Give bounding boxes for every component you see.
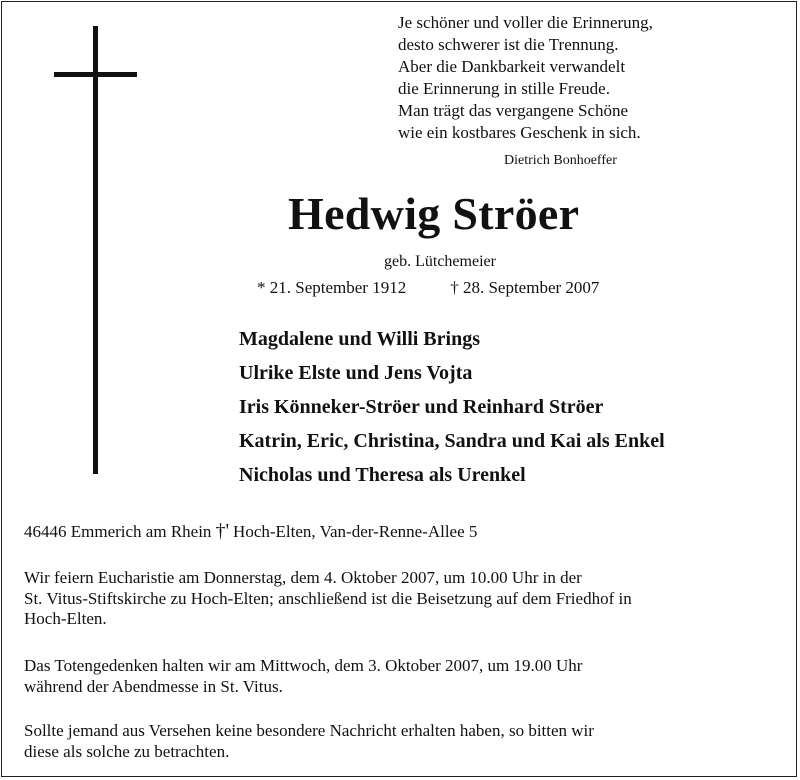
paragraph-line: diese als solche zu betrachten. [24,741,230,761]
cross-horizontal-bar [54,72,137,77]
address [24,520,477,543]
paragraph-line: Das Totengedenken halten wir am Mittwoch, dem 3. Oktober 2007, um 19.00 Uhr [24,656,583,675]
paragraph-line: während der Abendmesse in St. Vitus. [24,676,283,696]
poem-line: wie ein kostbares Geschenk in sich. [398,123,641,142]
family-member: Nicholas und Theresa als Urenkel [239,464,526,486]
poem-line: die Erinnerung in stille Freude. [398,79,610,98]
cross-vertical-bar [93,26,98,474]
poem-line: Je schöner und voller die Erinnerung, [398,13,653,32]
poem-line: desto schwerer ist die Trennung. [398,35,619,54]
address-street: Hoch-Elten, Van-der-Renne-Allee 5 [233,522,478,541]
memorial-paragraph [24,656,582,697]
dagger-icon: †' [215,520,230,542]
poem-author: Dietrich Bonhoeffer [504,153,617,168]
family-member: Magdalene und Willi Brings [239,328,480,350]
family-member: Ulrike Elste und Jens Vojta [239,362,473,384]
poem-line: Aber die Dankbarkeit verwandelt [398,57,626,76]
paragraph-line: Hoch-Elten. [24,609,107,628]
paragraph-line: Wir feiern Eucharistie am Donnerstag, dem 4. Oktober 2007, um 10.00 Uhr in der [24,568,582,587]
death-date: † 28. September 2007 [450,278,600,297]
paragraph-line: St. Vitus-Stiftskirche zu Hoch-Elten; anschließend ist die Beisetzung auf dem Friedhof in [24,588,632,608]
notice-paragraph [24,721,594,762]
life-dates [257,277,599,299]
deceased-name: Hedwig Ströer [288,188,580,239]
paragraph-line: Sollte jemand aus Versehen keine besondere Nachricht erhalten haben, so bitten wir [24,721,594,740]
family-list [239,322,665,492]
family-member: Iris Könneker-Ströer und Reinhard Ströer [239,396,604,418]
address-city: 46446 Emmerich am Rhein [24,522,212,541]
birth-name: geb. Lütchemeier [384,253,496,270]
obituary-notice [1,1,797,777]
eucharist-paragraph [24,568,632,630]
poem-line: Man trägt das vergangene Schöne [398,101,629,120]
birth-date: * 21. September 1912 [257,278,407,297]
family-member: Katrin, Eric, Christina, Sandra und Kai als Enkel [239,430,665,452]
poem [398,12,653,144]
